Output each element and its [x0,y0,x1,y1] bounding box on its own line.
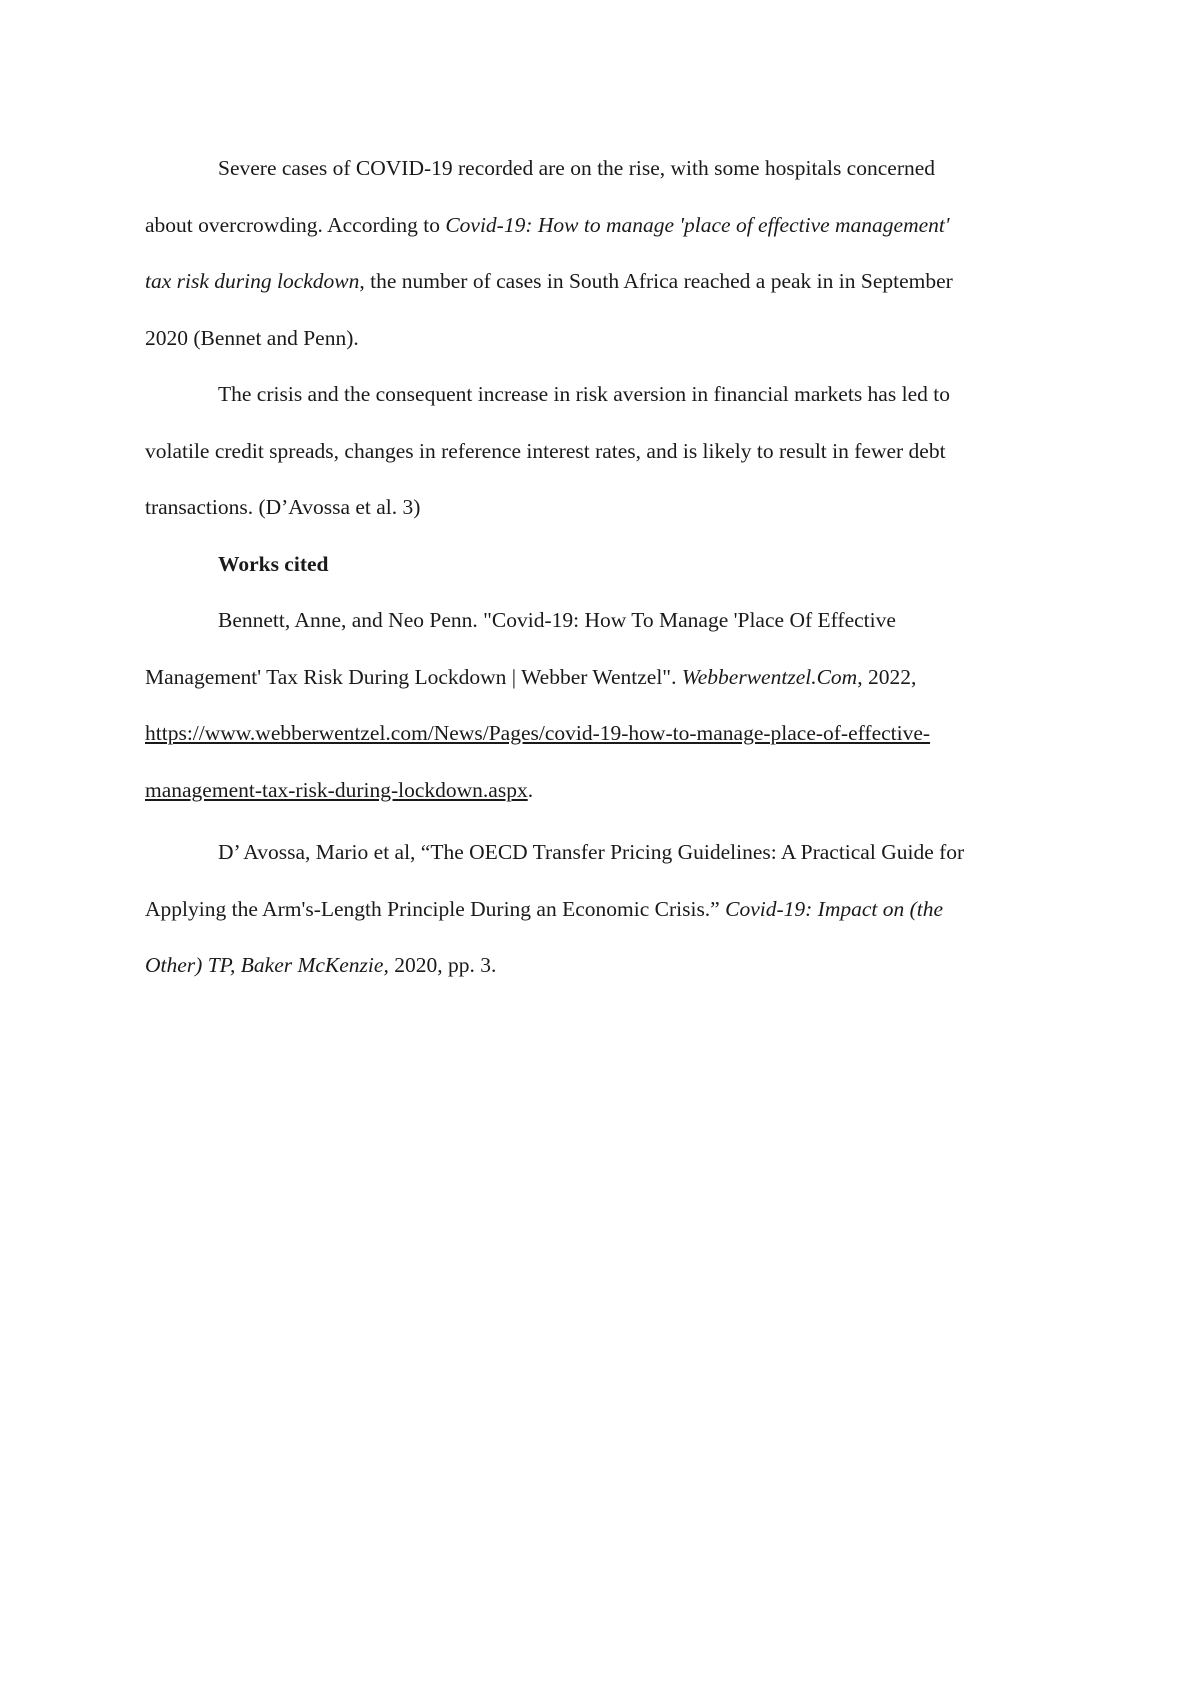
citation-line [145,881,1070,938]
citation-line [145,937,1070,994]
text-span: Applying the Arm's-Length Principle During an Economic Crisis.” [145,896,726,921]
paragraph-line: 2020 (Bennet and Penn). [145,325,359,350]
paragraph-line: volatile credit spreads, changes in reference interest rates, and is likely to result in fewer debt [145,438,946,463]
cited-title: tax risk during lockdown [145,269,360,293]
source-title: Other) TP, Baker McKenzie, [145,953,389,977]
paragraph-line: transactions. (D’Avossa et al. 3) [145,495,421,519]
text-span: . [527,777,534,802]
text-span: about overcrowding. According to [145,212,446,237]
paragraph-line [145,197,1070,254]
citation-entry-1 [145,592,1070,818]
citation-url-link[interactable]: https://www.webberwentzel.com/News/Pages/covid-19-how-to-manage-place-of-effective- [145,721,931,745]
citation-line: D’ Avossa, Mario et al, “The OECD Transfer Pricing Guidelines: A Practical Guide for [218,840,965,864]
text-span: , 2022, [857,664,917,689]
paragraph-line: The crisis and the consequent increase in risk aversion in financial markets has led to [218,382,950,406]
citation-url-link[interactable]: management-tax-risk-during-lockdown.aspx [145,777,528,802]
text-span: Management' Tax Risk During Lockdown | Webber Wentzel". [145,664,682,689]
document-page [145,140,1070,994]
works-cited-heading: Works cited [218,551,329,576]
text-span: 2020, pp. 3. [388,953,497,977]
body-paragraph-1 [145,140,1070,366]
citation-line [145,762,1070,819]
source-title: Covid-19: Impact on (the [725,896,944,921]
citation-line: Bennett, Anne, and Neo Penn. "Covid-19: How To Manage 'Place Of Effective [218,608,896,632]
citation-line [145,705,1070,762]
citation-entry-2 [145,824,1070,994]
website-title: Webberwentzel.Com [681,664,858,689]
paragraph-line: Severe cases of COVID-19 recorded are on the rise, with some hospitals concerned [218,156,936,180]
paragraph-line [145,253,1070,310]
citation-line [145,649,1070,706]
text-span: , the number of cases in South Africa reached a peak in in September [359,269,953,293]
cited-title: Covid-19: How to manage 'place of effective management' [445,212,950,237]
body-paragraph-2 [145,366,1070,536]
